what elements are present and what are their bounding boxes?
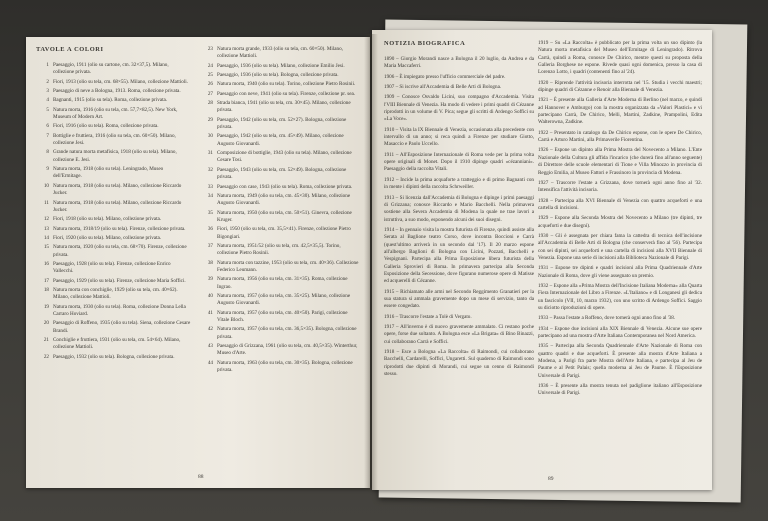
plate-caption: Natura morta con tazzine, 1953 (olio su tela, cm. 40×36). Collezione Federico Leumann. xyxy=(217,259,359,273)
plate-caption: Natura morta, 1963 (olio su tela, cm. 30×35). Bologna, collezione privata. xyxy=(217,359,353,374)
plate-number: 14 xyxy=(43,234,49,241)
bio-entry: 1935 – Partecipa alla Seconda Quadriennale d'Arte Nazionale di Roma con quattro quadri e due acqueforti. È presente alla mostra d'Arte Italiana a Modena, a Parigi fra parte Mostra dell'Arte Italiana, e partecipa al Jeu de Paume e al Petit Palais; quella moderna ai Jeu de Paume. È l'Esposizione Universale di Parigi. xyxy=(538,343,702,379)
plate-number: 35 xyxy=(207,209,213,216)
bio-list-2 xyxy=(538,40,702,398)
plate-number: 25 xyxy=(207,72,213,79)
plate-entry xyxy=(200,117,360,132)
plate-entry xyxy=(36,320,191,335)
bio-entry: 1934 – Espone due incisioni alla XIX Biennale di Venezia. Alcune sue opere partecipano ad una mostra d'Arte Italiana Contemporanea nel Nord America. xyxy=(538,325,702,340)
section-heading-tavole: TAVOLE A COLORI xyxy=(36,46,104,53)
page-number-right: 89 xyxy=(548,476,554,482)
page-number-left: 88 xyxy=(198,474,204,480)
plate-number: 20 xyxy=(43,320,49,327)
plate-caption: Natura morta, 1920 (olio su tela, cm. 68×70). Firenze, collezione privata. xyxy=(53,244,187,258)
plate-number: 16 xyxy=(43,260,49,267)
plate-entry xyxy=(200,193,360,208)
plate-entry xyxy=(200,260,360,275)
plate-number: 40 xyxy=(207,292,213,299)
bio-entry: 1929 – Espone alla Seconda Mostra del Novecento a Milano (tre dipinti, tre acqueforti e due disegni). xyxy=(538,215,702,229)
plate-caption: Fiori, 1918 (olio su tela). Milano, collezione privata. xyxy=(53,216,162,223)
plate-caption: Natura morta, 1916 (olio su tela, cm. 57,7×82,5). New York, Museum of Modern Art. xyxy=(53,106,178,121)
plate-caption: Natura morta, 1957 (olio su tela, cm. 35×25). Milano, collezione Augusto Giovanardi. xyxy=(217,292,351,307)
plate-caption: Paesaggio di Roffeno, 1935 (olio su tela). Siena, collezione Cesare Brandi. xyxy=(53,320,191,334)
plate-caption: Natura morta, 1950 (olio su tela, cm. 50×51). Ginevra, collezione Kruger. xyxy=(217,209,352,223)
plate-entry xyxy=(200,326,360,341)
plate-entry xyxy=(36,287,191,302)
plate-caption: Paesaggio, 1929 (olio su tela). Firenze, collezione Maria Soffici. xyxy=(53,277,186,284)
bio-entry: 1922 – Presentato in catalogo da De Chirico espone, con le opere De Chirico, Carrà e Arturo Martini, alla Primaverile Fiorentina. xyxy=(538,129,702,144)
plate-number: 22 xyxy=(43,353,49,360)
plate-caption: Natura morta, 1930 (olio su tela). Roma, collezione Donna Lella Carraro Hoviard. xyxy=(53,303,186,317)
plate-entry xyxy=(36,107,191,122)
plate-caption: Natura morta, 1918 (olio su tela). Milano, collezione Riccardo Jucker. xyxy=(53,182,182,197)
plate-number: 23 xyxy=(207,46,213,52)
plate-number: 1 xyxy=(46,62,49,68)
plate-caption: Strada bianca, 1941 (olio su tela, cm. 30×45). Milano, collezione privata. xyxy=(217,100,351,114)
plate-number: 18 xyxy=(43,286,49,293)
plate-number: 12 xyxy=(43,216,49,223)
plate-caption: Paesaggio, 1936 (olio su tela). Bologna, collezione privata. xyxy=(217,72,339,79)
plate-number: 13 xyxy=(43,225,49,232)
bio-entry: 1913 – Si licenzia dall'Accademia di Bologna e dipinge i primi paesaggi di Grizzana; conosce Riccardo e Mario Bacchelli. Nella primavera sostiene alla Severa Accademia di Modena la quale ne trae lavori a istruttiva, a suo modo, esponendo alcuni dei suoi disegni. xyxy=(384,194,534,223)
plate-entry xyxy=(36,216,191,223)
plate-list-2 xyxy=(200,46,360,374)
bio-entry: 1914 – In gennaio visita la mostra futurista di Firenze, quindi assiste alla Serata al Baglione teatro Corso, dove incontra Boccioni e Carrà (quest'ultimo arriverà in un secondo dal '17). Il 20 marzo espone all'albergo Baglioni di Bologna con Licini, Pozzati, Bacchelli e Vespignani. Partecipa alla Prima Esposizione libera futurista della Galleria Sprovieri di Roma. In primavera partecipa alla Seconda Esposizione della Secessione, dove figurano numerose opere di Matisse ed acquerelli di Cézanne. xyxy=(384,226,534,285)
bio-list-1 xyxy=(384,56,534,378)
plate-caption: Natura morta, 1918 (olio su tela). Leningrado, Museo dell'Ermitage. xyxy=(53,166,164,180)
bio-entry: 1918 – Esce a Bologna «La Raccolta» di Raimondi, cui collaborano Bacchelli, Cardarelli, Soffici, Ungaretti. Sul quaderno di Raimondi sono riprodotti due dipinti di Morandi, cui segue un cenno di Raimondi stesso. xyxy=(384,349,534,378)
plate-number: 43 xyxy=(207,343,213,350)
plate-number: 11 xyxy=(44,199,49,206)
plate-number: 10 xyxy=(43,182,49,189)
bio-entry: 1930 – Gli è assegnata per chiara fama la cattedra di tecnica dell'incisione all'Accademia di Belle Arti di Bologna (che conserverà fino al '56). Partecipa con sei dipinti, sei acqueforti e una cartella di incisioni alla XVII Biennale di Venezia. Espone una serie di incisioni alla Biblioteca Nazionale di Parigi. xyxy=(538,232,702,261)
plate-caption: Grande natura morta metafisica, 1918 (olio su tela). Milano, collezione E. Jesi. xyxy=(53,149,177,163)
bio-entry: 1890 – Giorgio Morandi nasce a Bologna il 20 luglio, da Andrea e da Maria Maccaferri. xyxy=(384,56,534,70)
plate-caption: Paesaggio, 1942 (olio su tela, cm. 52×27). Bologna, collezione privata. xyxy=(217,116,347,131)
plate-number: 39 xyxy=(207,276,213,283)
plate-entry xyxy=(36,149,191,164)
plate-entry xyxy=(200,343,360,358)
right-column-1 xyxy=(384,40,534,381)
plate-caption: Natura morta, 1951/52 (olio su tela, cm. 42,5×35,5). Torino, collezione Pietro Rosinii. xyxy=(217,242,341,257)
bio-entry: 1928 – Partecipa alla XVI Biennale di Venezia con quattro acqueforti e una cartella di incisioni. xyxy=(538,197,702,211)
plate-caption: Natura morta grande, 1933 (olio su tela, cm. 60×50). Milano, collezione Mattioli. xyxy=(217,46,343,60)
plate-entry xyxy=(200,210,360,225)
plate-entry xyxy=(200,167,360,182)
plate-entry xyxy=(200,100,360,115)
plate-number: 26 xyxy=(207,81,213,88)
plate-number: 33 xyxy=(207,183,213,190)
plate-entry xyxy=(200,81,360,88)
plate-caption: Bottiglie e fruttiera, 1916 (olio su tela, cm. 60×50). Milano, collezione Jesi. xyxy=(53,132,176,147)
plate-number: 29 xyxy=(207,116,213,123)
plate-caption: Bagnanti, 1915 (olio su tela). Roma, collezione privata. xyxy=(53,97,168,104)
bio-entry: 1917 – All'inverno è di nuovo gravemente ammalato. Ci restano poche opere, forse due soltanto. A Bologna esce «La Brigata» di Bino Binazzi, cui collaborano Carrà e Soffici. xyxy=(384,324,534,345)
plate-caption: Natura morta, 1918 (olio su tela). Milano, collezione Riccardo Jucker. xyxy=(53,199,182,213)
plate-entry xyxy=(36,62,191,77)
bio-entry: 1936 – È presente alla mostra tenuta nel padiglione italiano all'Esposizione Universale di Parigi. xyxy=(538,383,702,397)
plate-caption: Natura morta, 1957 (olio su tela, cm. 36,5×35). Bologna, collezione privata. xyxy=(217,326,357,340)
plate-entry xyxy=(36,304,191,319)
plate-number: 9 xyxy=(46,166,49,173)
plate-number: 5 xyxy=(46,106,49,113)
plate-number: 38 xyxy=(207,259,213,266)
plate-entry xyxy=(200,243,360,258)
plate-entry xyxy=(200,91,360,98)
plate-number: 15 xyxy=(43,244,49,251)
plate-caption: Composizione di bottiglie, 1943 (olio su tela). Milano, collezione Cesare Tosi. xyxy=(217,150,352,164)
bio-entry: 1907 – Si iscrive all'Accademia di Belle Arti di Bologna. xyxy=(384,84,502,91)
bio-entry: 1926 – Espone un dipinto alla Prima Mostra del Novecento a Milano. L'Ente Nazionale della Cultura gli affida l'incarico (che durerà fino all'anno seguente) di Direttore delle scuole elementari di Tione e Villa Minozzo in provincia di Reggio Emilia, al Museo Fattori e Frassinoro in provincia di Modena. xyxy=(538,147,702,176)
bio-entry: 1912 – Incide la prima acquaforte a tratteggio e di primo Bagnanti con in mente i dipinti della raccolta Schrweiller. xyxy=(384,176,534,191)
plate-number: 37 xyxy=(207,242,213,249)
plate-number: 17 xyxy=(43,277,49,284)
plate-caption: Natura morta, 1940 (olio su tela). Torino, collezione Pietro Rosinii. xyxy=(217,81,356,88)
bio-entry: 1911 – All'Esposizione Internazionale di Roma vede per la prima volta opere originali di Monet. Dopo il 1910 dipinge quadri «cézanniani». Paesaggio della raccolta Vitali. xyxy=(384,151,534,173)
plate-number: 32 xyxy=(207,166,213,173)
bio-entry: 1931 – Espone tre dipinti e quadri incisioni alla Prima Quadriennale d'Arte Nazionale di Roma, dove gli viene assegnato un premio. xyxy=(538,265,702,279)
bio-entry: 1927 – Trascorre l'estate a Grizzana, dove tornerà ogni anno fino al '32. Intensifica l'attività incisoria. xyxy=(538,179,702,194)
plate-entry xyxy=(36,183,191,198)
plate-entry xyxy=(36,200,191,215)
right-column-2 xyxy=(538,40,702,401)
bio-entry: 1921 – È presente alla Galleria d'Arte Moderna di Berlino (nel marzo, e quindi ad Hannover e Amburgo) con la mostra organizzata da «Valori Plastici» e vi partecipano Carrà, De Chirico, Melli, Martini, Zadkine, Prampolini, Edita Walterowna, Zadkine. xyxy=(538,97,702,126)
plate-entry xyxy=(36,88,191,95)
plate-entry xyxy=(36,337,191,352)
plate-number: 7 xyxy=(46,132,49,139)
plate-caption: Natura morta, 1957 (olio su tela, cm. 40×50). Parigi, collezione Vitale Bloch. xyxy=(217,309,348,323)
plate-caption: Conchiglie e fruttiera, 1931 (olio su tela, cm. 54×64). Milano, collezione Mattioli. xyxy=(53,337,181,351)
book-spine xyxy=(364,34,378,490)
plate-number: 36 xyxy=(207,226,213,233)
bio-entry: 1910 – Visita la IX Biennale di Venezia, occasionata alla precedente con intervallo di un anno; si reca quindi a Firenze per studiare Giotto, Masaccio e Paolo Uccello. xyxy=(384,126,534,148)
plate-caption: Paesaggio, 1943 (olio su tela, cm. 52×49). Bologna, collezione privata. xyxy=(217,166,347,181)
plate-caption: Natura morta, 1918/19 (olio su tela). Firenze, collezione privata. xyxy=(53,225,186,232)
plate-caption: Natura morta con conchiglie, 1929 (olio su tela, cm. 40×62). Milano, collezione Mattioli. xyxy=(53,286,178,301)
bio-entry: 1932 – Espone alla «Prima Mostra dell'Incisione Italiana Moderna» alla Quarta Fiera Internazionale del Libro a Firenze. «L'Italiano» e di Longanesi gli dedica un fascicolo (VII, 10, marzo 1932), con uno scritto di Ardengo Soffici. Saggio su diciotto riproduzioni di opere. xyxy=(538,282,702,311)
plate-entry xyxy=(36,123,191,130)
plate-entry xyxy=(36,261,191,276)
plate-number: 41 xyxy=(207,309,213,316)
plate-entry xyxy=(36,133,191,148)
left-page xyxy=(26,37,370,488)
right-page xyxy=(372,30,712,490)
plate-caption: Paesaggio, 1932 (olio su tela). Bologna, collezione privata. xyxy=(53,353,175,360)
plate-entry xyxy=(200,72,360,79)
bio-entry: 1919 – Su «La Raccolta» è pubblicato per la prima volta un suo dipinto (la Natura morta metafisica del Museo dell'Ermitage di Leningrado). Ritrova Carrà, quindi a Roma, conosce De Chirico, mentre questi su proposta della Galleria Borghese ne espone. Rivede quasi ogni domenica, presso la casa di Lorenzo Lotto, i quadri (contenenti fino al '24). xyxy=(538,40,702,76)
section-heading-notizia: NOTIZIA BIOGRAFICA xyxy=(384,40,466,47)
plate-entry xyxy=(36,166,191,181)
left-column-1 xyxy=(36,46,191,363)
plate-caption: Fiori, 1913 (olio su tela, cm. 68×55). Milano, collezione Mattioli. xyxy=(53,78,188,85)
plate-caption: Fiori, 1950 (olio su tela, cm. 35,5×41). Firenze, collezione Pietro Bigongiari. xyxy=(217,226,351,240)
plate-caption: Paesaggio con neve, 1941 (olio su tela). Firenze, collezione pr. sea. xyxy=(217,90,356,97)
plate-caption: Paesaggio di neve a Bologna, 1913. Roma, collezione privata. xyxy=(53,88,181,95)
bio-entry: 1909 – Conosce Osvaldo Licini, suo compagno d'Accademia. Visita l'VIII Biennale di Venezia. Ha modo di vedere i primi quadri di Cézanne riprodotti in un volume di V. Pica; segue gli scritti di Ardengo Soffici su «La Voce». xyxy=(384,94,534,123)
plate-number: 44 xyxy=(207,359,213,366)
plate-number: 24 xyxy=(207,62,213,69)
plate-number: 19 xyxy=(43,303,49,310)
plate-caption: Paesaggio, 1928 (olio su tela). Firenze, collezione Enrico Vallecchi. xyxy=(53,260,171,275)
plate-entry xyxy=(36,235,191,242)
plate-caption: Fiori, 1920 (olio su tela). Milano, collezione privata. xyxy=(53,234,162,241)
plate-number: 27 xyxy=(207,90,213,97)
bio-entry: 1933 – Passa l'estate a Roffeno, dove tornerà ogni anno fino al '38. xyxy=(538,315,676,322)
plate-caption: Paesaggio con case, 1943 (olio su tela). Roma, collezione privata. xyxy=(217,183,353,190)
plate-caption: Paesaggio, 1911 (olio su cartone, cm. 32×37,5). Milano, collezione privata. xyxy=(53,62,169,76)
plate-entry xyxy=(36,354,191,361)
plate-number: 2 xyxy=(46,78,49,85)
bio-entry: 1920 – Riprende l'attività incisoria interrotta nel '15. Studia i vecchi maestri; dipinge quadri di Cézanne e Renoir alla Biennale di Venezia. xyxy=(538,79,702,94)
plate-caption: Fiori, 1916 (olio su tela). Roma, collezione privata. xyxy=(53,123,159,130)
plate-entry xyxy=(200,293,360,308)
plate-entry xyxy=(36,226,191,233)
plate-number: 21 xyxy=(43,337,49,343)
plate-list-1 xyxy=(36,62,191,361)
plate-entry xyxy=(36,278,191,285)
plate-number: 42 xyxy=(207,326,213,333)
bio-entry: 1916 – Trascorre l'estate a Tolè di Vergato. xyxy=(384,313,472,320)
plate-number: 4 xyxy=(46,97,49,104)
left-column-2 xyxy=(200,46,360,376)
bio-entry: 1915 – Richiamato alle armi nel Secondo Reggimento Granatieri per la sua statura si ammala gravemente dopo un mese di servizio, tanto da essere congedato. xyxy=(384,288,534,310)
plate-number: 30 xyxy=(207,133,213,140)
plate-number: 28 xyxy=(207,100,213,107)
plate-caption: Paesaggio, 1936 (olio su tela). Milano, collezione Emilio Jesi. xyxy=(217,62,345,69)
plate-entry xyxy=(36,79,191,86)
plate-entry xyxy=(200,226,360,241)
plate-entry xyxy=(200,310,360,325)
plate-number: 3 xyxy=(46,88,49,95)
plate-number: 8 xyxy=(46,149,49,156)
plate-caption: Paesaggio, 1942 (olio su tela, cm. 45×49). Milano, collezione Augusto Giovanardi. xyxy=(217,133,344,147)
plate-caption: Natura morta, 1949 (olio su tela, cm. 45×30). Milano, collezione Augusto Giovanardi. xyxy=(217,192,351,207)
plate-entry xyxy=(36,244,191,259)
plate-number: 6 xyxy=(46,123,49,130)
plate-caption: Paesaggio di Grizzana, 1961 (olio su tela, cm. 40,5×35). Winterthur, Museo d'Arte. xyxy=(217,343,358,357)
plate-caption: Natura morta, 1956 (olio su tela, cm. 31×35). Roma, collezione Ingrao. xyxy=(217,276,348,290)
plate-number: 34 xyxy=(207,192,213,199)
bio-entry: 1906 – È impiegato presso l'ufficio commerciale del padre. xyxy=(384,73,506,80)
plate-entry xyxy=(200,360,360,375)
plate-entry xyxy=(36,97,191,104)
plate-entry xyxy=(200,133,360,148)
plate-entry xyxy=(200,276,360,291)
plate-entry xyxy=(200,63,360,70)
plate-entry xyxy=(200,184,360,191)
plate-entry xyxy=(200,46,360,61)
plate-entry xyxy=(200,150,360,165)
plate-number: 31 xyxy=(207,150,213,157)
